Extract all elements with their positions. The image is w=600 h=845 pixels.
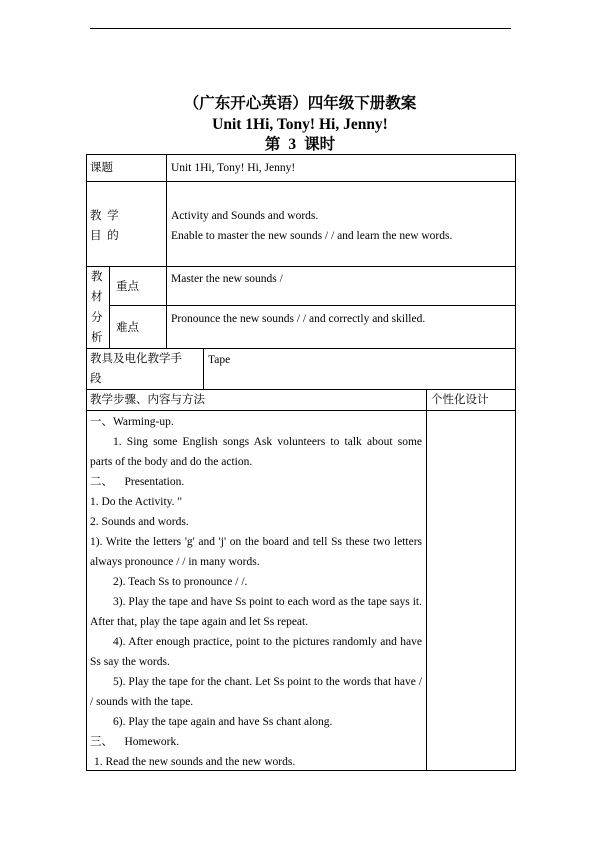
objective-line-2: Enable to master the new sounds / / and learn the new words. — [171, 230, 453, 242]
rule-topic — [86, 181, 516, 182]
rule-personal-col — [426, 389, 427, 771]
rule-objective — [86, 266, 516, 267]
step-line: 二、 Presentation. — [90, 476, 185, 488]
step-line: 1. Do the Activity. " — [90, 496, 183, 508]
step-line: 4). After enough practice, point to the pictures randomly and have Ss say the words. — [90, 636, 422, 668]
analysis-label-2: 材 — [91, 291, 103, 303]
step-line: 1). Write the letters 'g' and 'j' on the board and tell Ss these two letters always pronounce / / in many words. — [90, 536, 422, 568]
analysis-label-1: 教 — [91, 271, 103, 283]
unit-title: Unit 1Hi, Tony! Hi, Jenny! — [212, 116, 388, 133]
rule-right — [515, 154, 516, 771]
topic-value: Unit 1Hi, Tony! Hi, Jenny! — [171, 162, 296, 174]
tools-value: Tape — [208, 354, 231, 366]
difficulty-value: Pronounce the new sounds / / and correctly and skilled. — [171, 313, 426, 325]
lesson-suffix: 课时 — [304, 136, 336, 153]
rule-label-col — [166, 154, 167, 349]
step-line: 6). Play the tape again and have Ss chant along. — [113, 716, 333, 728]
rule-left — [86, 154, 87, 771]
rule-top — [86, 154, 516, 155]
objective-label-1: 教 学 — [90, 210, 119, 222]
rule-analysis-col — [109, 266, 110, 349]
key-value: Master the new sounds / — [171, 273, 283, 285]
lesson-prefix: 第 — [264, 136, 281, 153]
personal-design-label: 个性化设计 — [431, 394, 489, 406]
analysis-label-3: 分 — [91, 312, 103, 324]
step-line: 三、 Homework. — [90, 736, 180, 748]
key-label: 重点 — [116, 281, 139, 293]
lesson-title — [0, 136, 600, 154]
lesson-plan-table — [86, 154, 516, 770]
step-line: 1. Read the new sounds and the new words. — [94, 756, 296, 768]
rule-tools-col — [203, 348, 204, 390]
step-line: 一、Warming-up. — [90, 416, 174, 428]
step-line: 3). Play the tape and have Ss point to each word as the tape says it. After that, play the tape again and let Ss repeat. — [90, 596, 422, 628]
rule-steps-header — [86, 410, 516, 411]
steps-content — [90, 412, 422, 772]
tools-label-1: 教具及电化教学手 — [90, 353, 182, 365]
steps-label: 教学步骤、内容与方法 — [90, 394, 205, 406]
step-line: 2). Teach Ss to pronounce / /. — [113, 576, 248, 588]
step-line: 5). Play the tape for the chant. Let Ss point to the words that have / / sounds with the tape. — [90, 676, 422, 708]
header-rule — [90, 28, 511, 29]
step-line: 2. Sounds and words. — [90, 516, 189, 528]
step-line: 1. Sing some English songs Ask volunteers to talk about some parts of the body and do the action. — [90, 436, 422, 468]
topic-label: 课题 — [90, 162, 113, 174]
difficulty-label: 难点 — [116, 322, 139, 334]
lesson-number: 3 — [288, 136, 297, 153]
objective-line-1: Activity and Sounds and words. — [171, 210, 319, 222]
tools-label-2: 段 — [90, 373, 102, 385]
rule-key — [109, 305, 516, 306]
doc-title: （广东开心英语）四年级下册教案 — [183, 95, 417, 112]
analysis-label-4: 析 — [91, 332, 103, 344]
objective-label-2: 目 的 — [90, 230, 119, 242]
